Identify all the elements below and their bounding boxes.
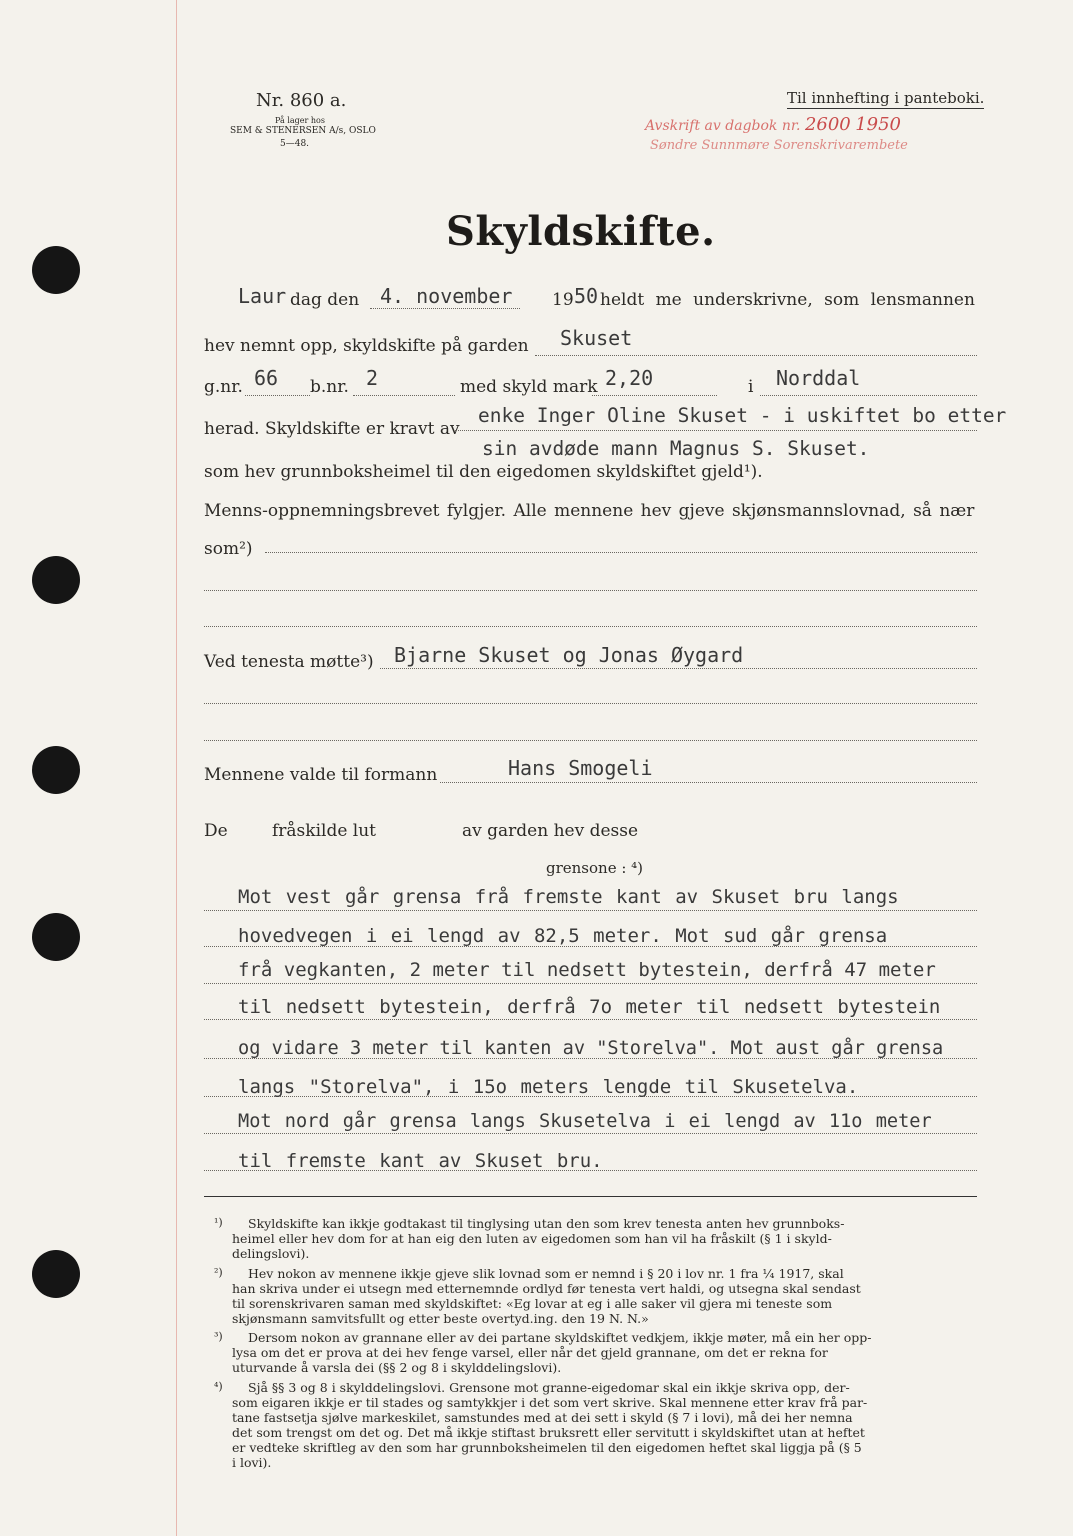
farm-name: Skuset: [560, 326, 633, 350]
publisher-line-3: 5—48.: [280, 139, 310, 149]
boundary-line: Mot nord går grensa langs Skusetelva i ei lengd av 11o meter: [238, 1111, 932, 1132]
skyld-value: 2,20: [605, 366, 654, 390]
publisher-line-2: SEM & STENERSEN A/s, OSLO: [230, 126, 376, 136]
grensone-label: grensone : ⁴): [546, 859, 644, 877]
i-label: i: [748, 377, 754, 397]
footnote-line: uturvande å varsla dei (§§ 2 og 8 i skylddelingslovi).: [232, 1360, 562, 1375]
footnote-line: i lovi).: [232, 1455, 272, 1470]
line1-text: heldt me underskrivne, som lensmannen: [600, 290, 975, 310]
chairman-value: Hans Smogeli: [508, 756, 653, 780]
footnote-line: til sorenskrivaren saman med skyldskiftet: «Eg lovar at eg i alle saker vil gjera mi teneste som: [232, 1296, 833, 1311]
binding-note: Til innhefting i panteboki.: [787, 89, 985, 107]
punch-hole: [32, 1250, 80, 1298]
attended-label: Ved tenesta møtte³): [204, 652, 374, 672]
footnote-line: han skriva under ei utsegn med etternemnde ordlyd før tenesta vert haldi, og utsegna skal sendast: [232, 1281, 861, 1296]
stamp-office: Søndre Sunnmøre Sorenskrivarembete: [650, 138, 908, 153]
publisher-line-1: På lager hos: [275, 116, 325, 125]
footnote-line: heimel eller hev dom for at han eig den luten av eigedomen som han vil ha fråskilt (§ 1 i skyld-: [232, 1231, 832, 1246]
gnr-label: g.nr.: [204, 377, 243, 397]
footnote-line: som eigaren ikkje er til stades og samtykkjer i det som vert skrive. Skal mennene etter krav frå par-: [232, 1395, 868, 1410]
footnote-line: Sjå §§ 3 og 8 i skylddelingslovi. Grensone mot granne-eigedomar skal ein ikkje skriva opp, der-: [248, 1380, 850, 1395]
boundary-line: til nedsett bytestein, derfrå 7o meter til nedsett bytestein: [238, 996, 941, 1018]
boundary-line: frå vegkanten, 2 meter til nedsett bytestein, derfrå 47 meter: [238, 959, 936, 981]
footnote-line: Dersom nokon av grannane eller av dei partane skyldskiftet vedkjem, ikkje møter, må ein her opp-: [248, 1330, 872, 1345]
stamp-year: 1950: [855, 114, 902, 135]
punch-hole: [32, 913, 80, 961]
footnote-mark: ¹): [214, 1216, 223, 1229]
herad-label: herad. Skyldskifte er kravt av: [204, 419, 460, 439]
footnote-mark: ²): [214, 1266, 223, 1279]
chair-label: Mennene valde til formann: [204, 765, 438, 785]
som-label: som²): [204, 539, 253, 559]
de-label: De: [204, 821, 228, 841]
boundary-line: og vidare 3 meter til kanten av "Storelva". Mot aust går grensa: [238, 1038, 944, 1059]
footnote-line: tane fastsetja sjølve markeskilet, samstundes med at dei sett i skyld (§ 7 i lovi), må dei her nemna: [232, 1410, 853, 1425]
skyld-label: med skyld mark: [460, 377, 598, 397]
year-prefix: 19: [552, 290, 574, 310]
stamp-prefix: Avskrift av dagbok nr.: [645, 118, 801, 134]
bnr-label: b.nr.: [310, 377, 349, 397]
footnote-line: lysa om det er prova at dei hev fenge varsel, eller når det gjeld grannane, om det er rekna for: [232, 1345, 828, 1360]
year-value: 50: [574, 284, 599, 308]
footnote-line: er vedteke skriftleg av den som har grunnboksheimelen til den eigedomen heftet skal liggja på (§ 5: [232, 1440, 862, 1455]
margin-line: [176, 0, 177, 1536]
stamp-dagbok-number: 2600: [804, 114, 851, 135]
footnote-line: det som trengst om det og. Det må ikkje stiftast bruksrett eller servitutt i skyldskiftet utan at heftet: [232, 1425, 865, 1440]
municipality-value: Norddal: [776, 366, 861, 390]
form-number: Nr. 860 a.: [256, 90, 347, 111]
registration-stamp: [645, 114, 901, 135]
footnote-mark: ⁴): [214, 1380, 223, 1393]
grunnbok-line: som hev grunnboksheimel til den eigedomen skyldskiftet gjeld¹).: [204, 462, 763, 482]
footnote-line: skjønsmann samvitsfullt og etter beste overtyd.ing. den 19 N. N.»: [232, 1311, 649, 1326]
footnote-divider: [204, 1196, 977, 1197]
fraskilde-label: fråskilde lut: [272, 821, 377, 841]
day-prefix: Laur: [238, 284, 287, 308]
bnr-value: 2: [366, 366, 379, 390]
day-suffix-label: dag den: [290, 290, 360, 310]
date-value: 4. november: [380, 284, 513, 308]
punch-hole: [32, 246, 80, 294]
punch-hole: [32, 746, 80, 794]
attended-value: Bjarne Skuset og Jonas Øygard: [394, 643, 744, 667]
boundary-line: hovedvegen i ei lengd av 82,5 meter. Mot sud går grensa: [238, 925, 888, 947]
boundary-line: til fremste kant av Skuset bru.: [238, 1150, 603, 1172]
menn-line: Menns-oppnemningsbrevet fylgjer. Alle mennene hev gjeve skjønsmannslovnad, så nær: [204, 501, 975, 521]
boundary-line: langs "Storelva", i 15o meters lengde til Skusetelva.: [238, 1076, 859, 1098]
footnote-line: delingslovi).: [232, 1246, 310, 1261]
line2-text: hev nemnt opp, skyldskifte på garden: [204, 336, 529, 356]
document-title: Skyldskifte.: [446, 208, 716, 255]
gnr-value: 66: [254, 366, 279, 390]
footnote-line: Hev nokon av mennene ikkje gjeve slik lovnad som er nemnd i § 20 i lov nr. 1 fra ¼ 1917, skal: [248, 1266, 844, 1281]
footnote-mark: ³): [214, 1330, 223, 1343]
requested-by-line-2: sin avdøde mann Magnus S. Skuset.: [482, 437, 870, 460]
requested-by-line-1: enke Inger Oline Skuset - i uskiftet bo etter: [478, 404, 1007, 427]
footnote-line: Skyldskifte kan ikkje godtakast til tinglysing utan den som krev tenesta anten hev grunnboks-: [248, 1216, 845, 1231]
boundary-line: Mot vest går grensa frå fremste kant av Skuset bru langs: [238, 886, 899, 908]
punch-hole: [32, 556, 80, 604]
garden-label: av garden hev desse: [462, 821, 639, 841]
